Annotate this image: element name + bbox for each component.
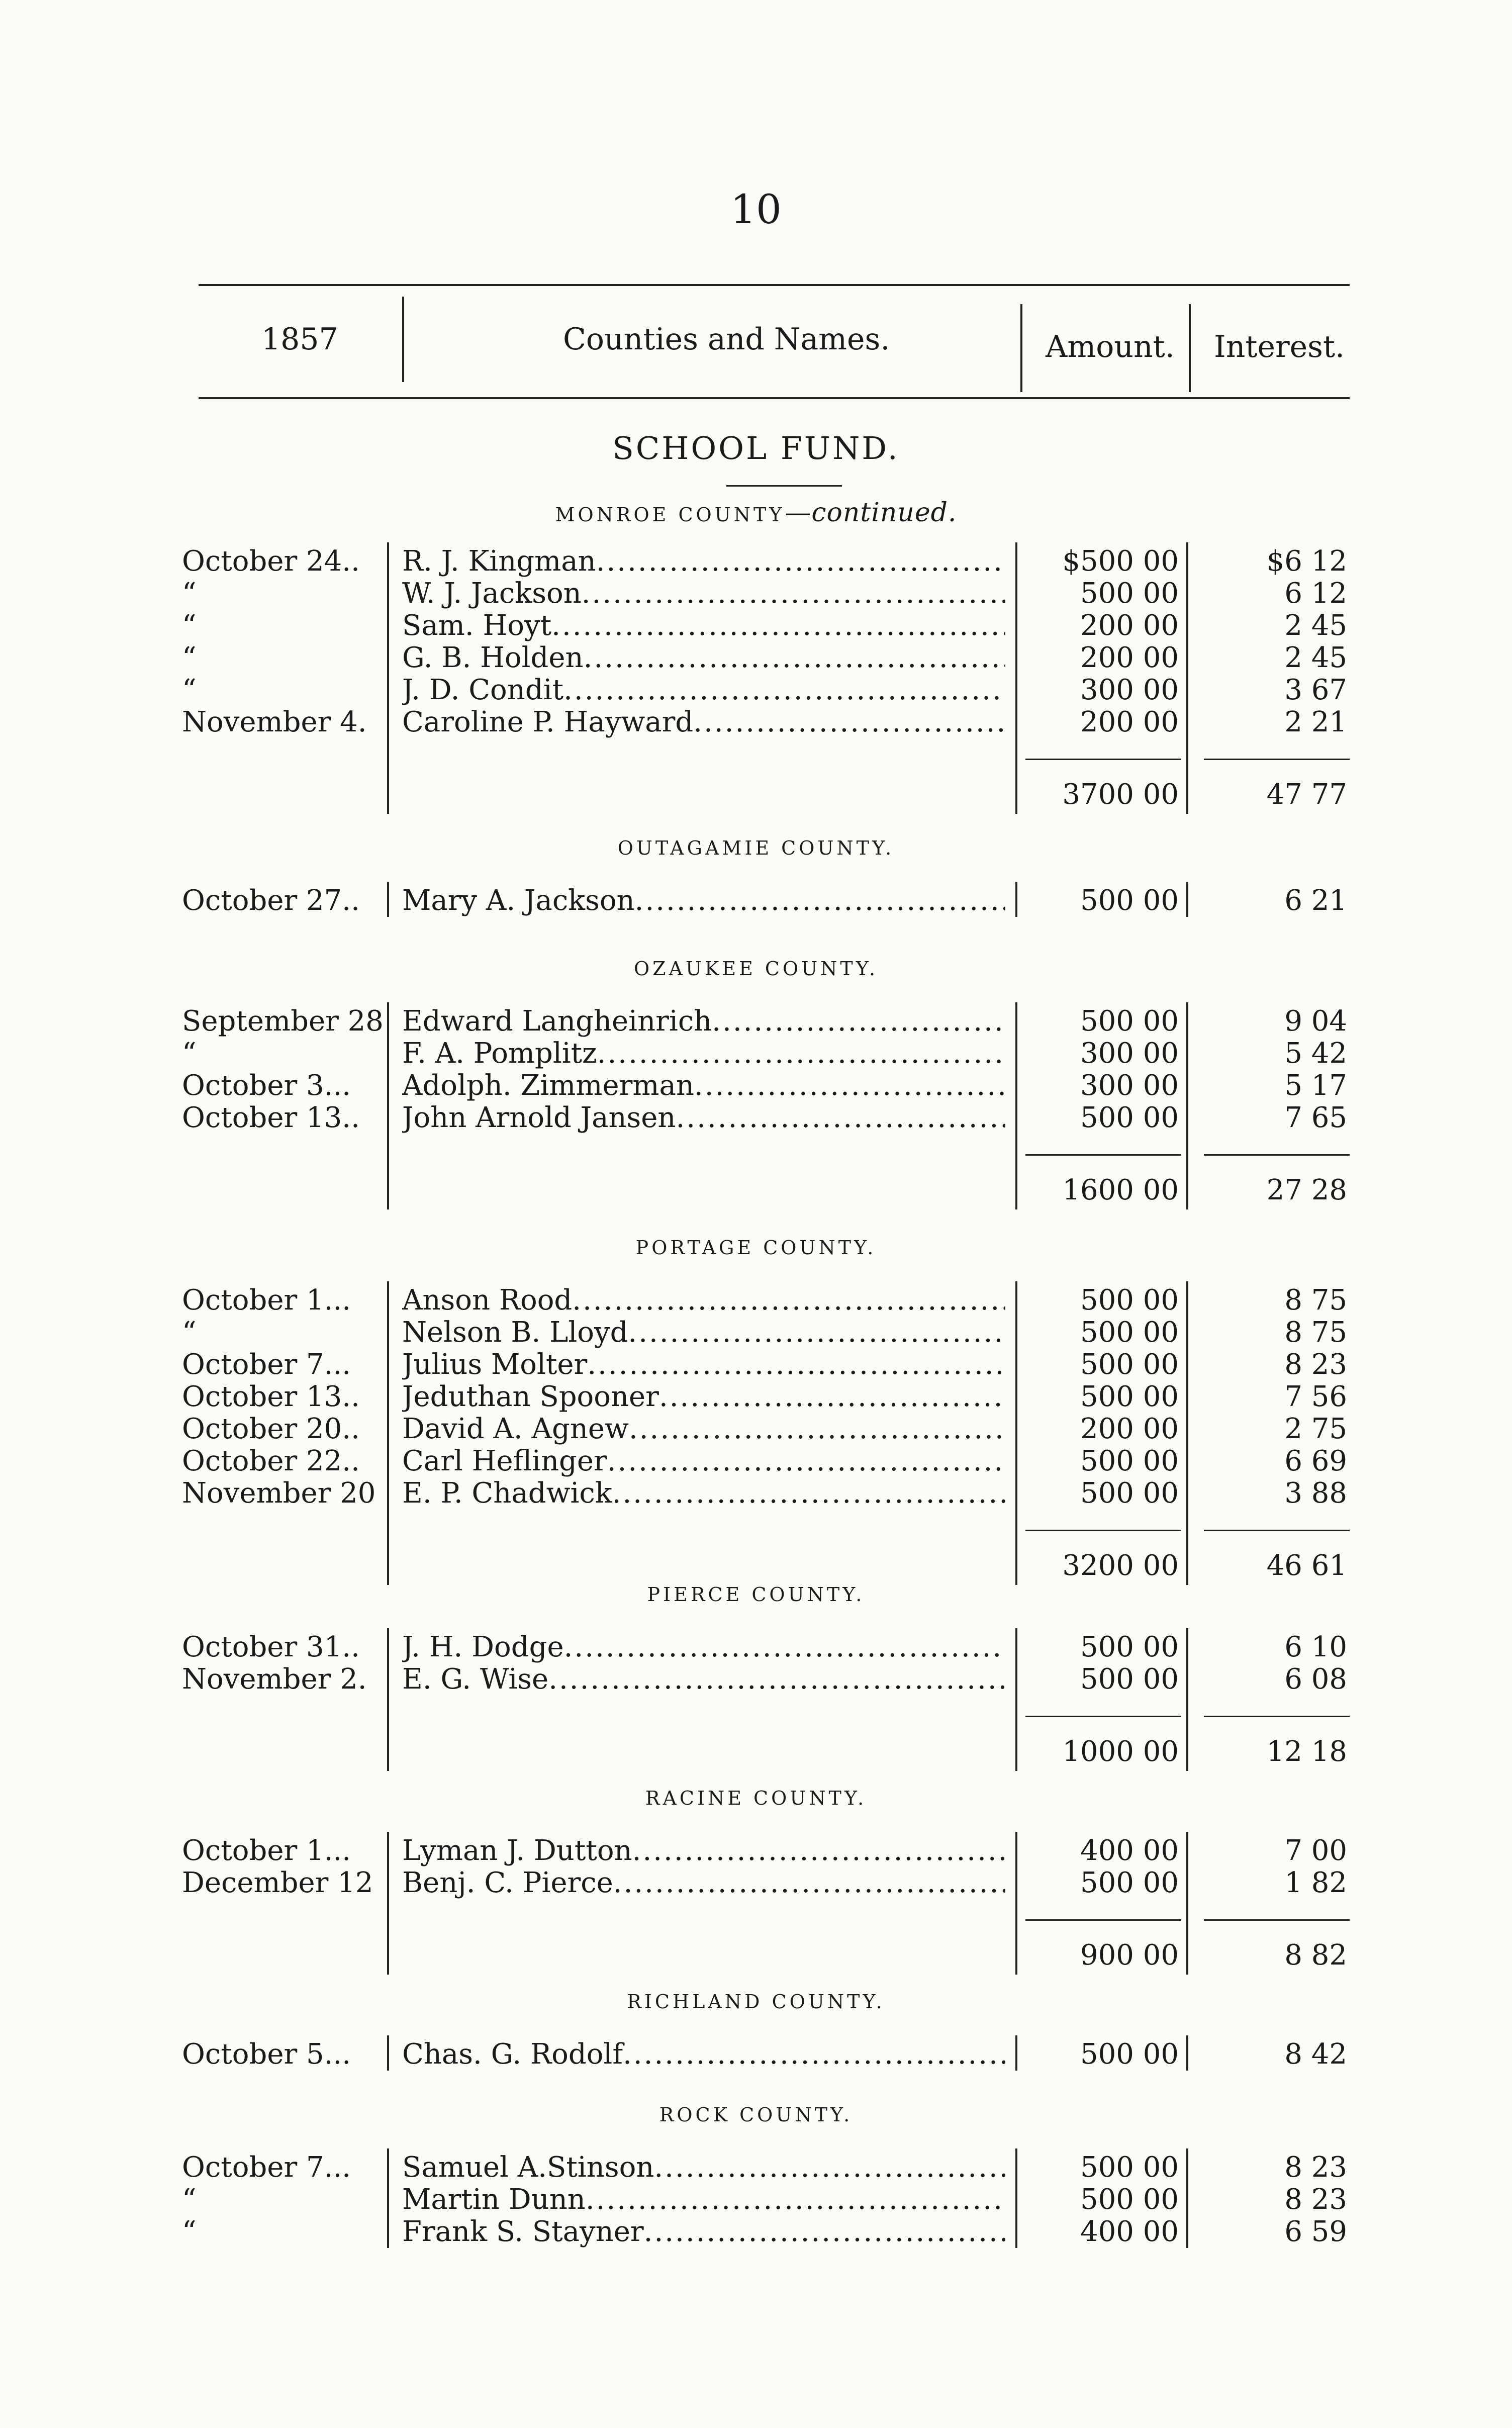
ledger-row bbox=[0, 885, 1512, 917]
total-row bbox=[0, 779, 1512, 811]
ledger-row bbox=[0, 1835, 1512, 1867]
entry-name: Julius Molter ..... bbox=[402, 1349, 1005, 1381]
entry-interest: 8 42 bbox=[1284, 2038, 1347, 2071]
entry-date: October 1... bbox=[182, 1834, 351, 1867]
date-divider bbox=[387, 2149, 389, 2248]
entry-name: J. D. Condit ..... bbox=[402, 674, 1005, 706]
entry-name: Benj. C. Pierce ..... bbox=[402, 1867, 1005, 1899]
ledger-row bbox=[0, 1102, 1512, 1134]
header-year: 1857 bbox=[261, 322, 338, 357]
ledger-row bbox=[0, 2216, 1512, 2248]
county-name: MONROE COUNTY bbox=[555, 504, 785, 526]
entry-name: Anson Rood ..... bbox=[402, 1284, 1005, 1317]
header-top-rule bbox=[199, 284, 1350, 286]
entry-name: Jeduthan Spooner ..... bbox=[402, 1381, 1005, 1413]
entry-amount: 500 00 bbox=[1080, 1380, 1179, 1413]
entry-date: October 7... bbox=[182, 2151, 351, 2184]
entry-date: October 27.. bbox=[182, 884, 360, 917]
entry-interest: 7 56 bbox=[1284, 1380, 1347, 1413]
entry-date: November 2. bbox=[182, 1663, 367, 1696]
county-name: RACINE COUNTY. bbox=[645, 1787, 867, 1809]
entry-amount: 500 00 bbox=[1080, 2038, 1179, 2071]
entry-name: E. G. Wise ..... bbox=[402, 1663, 1005, 1696]
total-row bbox=[0, 1939, 1512, 1972]
entry-amount: 300 00 bbox=[1080, 1069, 1179, 1102]
ledger-row bbox=[0, 2184, 1512, 2216]
entry-name: Frank S. Stayner ..... bbox=[402, 2216, 1005, 2248]
entry-amount: 400 00 bbox=[1080, 2215, 1179, 2248]
entry-date: December 12 bbox=[182, 1866, 373, 1899]
entry-name: F. A. Pomplitz ..... bbox=[402, 1038, 1005, 1070]
entry-amount: 500 00 bbox=[1080, 1477, 1179, 1510]
total-interest: 8 82 bbox=[1284, 1939, 1347, 1972]
total-rule bbox=[1025, 1716, 1181, 1717]
entry-amount: 500 00 bbox=[1080, 1445, 1179, 1477]
county-name: PIERCE COUNTY. bbox=[647, 1583, 865, 1606]
entry-amount: 500 00 bbox=[1080, 1005, 1179, 1038]
county-heading bbox=[0, 1583, 1512, 1606]
entry-amount: 500 00 bbox=[1080, 1316, 1179, 1349]
amount-divider bbox=[1015, 1002, 1017, 1209]
entry-interest: 6 10 bbox=[1284, 1631, 1347, 1663]
entry-date: October 22.. bbox=[182, 1445, 360, 1477]
entry-date: “ bbox=[182, 1037, 197, 1070]
entry-interest: 2 45 bbox=[1284, 641, 1347, 674]
entry-date: “ bbox=[182, 1316, 197, 1349]
entry-name: Adolph. Zimmerman ..... bbox=[402, 1070, 1005, 1102]
county-heading bbox=[0, 498, 1512, 528]
entry-date: “ bbox=[182, 609, 197, 642]
interest-divider bbox=[1186, 1281, 1188, 1585]
entry-amount: 200 00 bbox=[1080, 706, 1179, 738]
entry-amount: 500 00 bbox=[1080, 1631, 1179, 1663]
interest-divider bbox=[1186, 2149, 1188, 2248]
county-suffix: —continued. bbox=[785, 498, 957, 528]
entry-interest: 5 42 bbox=[1284, 1037, 1347, 1070]
ledger-row bbox=[0, 1317, 1512, 1349]
amount-divider bbox=[1015, 1832, 1017, 1975]
county-name: RICHLAND COUNTY. bbox=[627, 1991, 885, 2013]
entry-amount: 500 00 bbox=[1080, 1348, 1179, 1381]
total-rule bbox=[1025, 1530, 1181, 1531]
entry-name: Edward Langheinrich ..... bbox=[402, 1005, 1005, 1038]
entry-interest: 5 17 bbox=[1284, 1069, 1347, 1102]
entry-name: John Arnold Jansen ..... bbox=[402, 1102, 1005, 1134]
entry-name: R. J. Kingman ..... bbox=[402, 545, 1005, 578]
interest-divider bbox=[1186, 1628, 1188, 1771]
interest-divider bbox=[1186, 1832, 1188, 1975]
county-heading bbox=[0, 837, 1512, 859]
entry-name: Samuel A.Stinson ..... bbox=[402, 2152, 1005, 2184]
entry-name: G. B. Holden ..... bbox=[402, 642, 1005, 674]
entry-name: J. H. Dodge ..... bbox=[402, 1631, 1005, 1663]
entry-date: October 31.. bbox=[182, 1631, 360, 1663]
entry-name: Chas. G. Rodolf ..... bbox=[402, 2038, 1005, 2071]
ledger-row bbox=[0, 2038, 1512, 2071]
entry-interest: 6 21 bbox=[1284, 884, 1347, 917]
total-rule bbox=[1204, 1530, 1350, 1531]
total-row bbox=[0, 1550, 1512, 1582]
date-divider bbox=[387, 542, 389, 814]
ledger-row bbox=[0, 1284, 1512, 1317]
entry-date: October 13.. bbox=[182, 1380, 360, 1413]
date-divider bbox=[387, 1628, 389, 1771]
entry-date: October 5... bbox=[182, 2038, 351, 2071]
entry-interest: 8 23 bbox=[1284, 1348, 1347, 1381]
entry-amount: 500 00 bbox=[1080, 1663, 1179, 1696]
county-name: OZAUKEE COUNTY. bbox=[633, 958, 879, 980]
total-rule bbox=[1204, 1154, 1350, 1156]
entry-interest: 1 82 bbox=[1284, 1866, 1347, 1899]
entry-amount: 200 00 bbox=[1080, 641, 1179, 674]
entry-interest: 6 08 bbox=[1284, 1663, 1347, 1696]
entry-amount: 500 00 bbox=[1080, 884, 1179, 917]
entry-name: Lyman J. Dutton ..... bbox=[402, 1835, 1005, 1867]
total-rule bbox=[1025, 1919, 1181, 1921]
ledger-row bbox=[0, 2152, 1512, 2184]
entry-amount: $500 00 bbox=[1062, 545, 1179, 578]
total-amount: 3700 00 bbox=[1062, 778, 1179, 811]
ledger-row bbox=[0, 1477, 1512, 1510]
entry-date: September 28 bbox=[182, 1005, 384, 1038]
entry-date: October 13.. bbox=[182, 1101, 360, 1134]
date-divider bbox=[387, 882, 389, 917]
amount-divider bbox=[1015, 542, 1017, 814]
total-interest: 46 61 bbox=[1266, 1549, 1347, 1582]
amount-divider bbox=[1015, 1281, 1017, 1585]
entry-interest: 6 69 bbox=[1284, 1445, 1347, 1477]
entry-name: Caroline P. Hayward ..... bbox=[402, 706, 1005, 738]
entry-date: November 20 bbox=[182, 1477, 376, 1510]
date-divider bbox=[387, 1832, 389, 1975]
entry-interest: 6 59 bbox=[1284, 2215, 1347, 2248]
date-divider bbox=[387, 1002, 389, 1209]
entry-interest: 8 23 bbox=[1284, 2183, 1347, 2216]
ledger-row bbox=[0, 1663, 1512, 1696]
entry-interest: 3 67 bbox=[1284, 674, 1347, 706]
ledger-row bbox=[0, 1381, 1512, 1413]
entry-amount: 500 00 bbox=[1080, 1866, 1179, 1899]
entry-amount: 300 00 bbox=[1080, 674, 1179, 706]
page-number: 10 bbox=[730, 186, 782, 233]
ledger-row bbox=[0, 1413, 1512, 1445]
date-divider bbox=[387, 2035, 389, 2071]
ledger-row bbox=[0, 1631, 1512, 1663]
total-rule bbox=[1204, 1919, 1350, 1921]
entry-amount: 500 00 bbox=[1080, 1101, 1179, 1134]
total-interest: 47 77 bbox=[1266, 778, 1347, 811]
ledger-row bbox=[0, 610, 1512, 642]
entry-date: “ bbox=[182, 641, 197, 674]
interest-divider bbox=[1186, 1002, 1188, 1209]
entry-date: October 1... bbox=[182, 1284, 351, 1317]
county-heading bbox=[0, 1991, 1512, 2013]
interest-divider bbox=[1186, 2035, 1188, 2071]
total-row bbox=[0, 1174, 1512, 1206]
total-amount: 3200 00 bbox=[1062, 1549, 1179, 1582]
entry-amount: 200 00 bbox=[1080, 609, 1179, 642]
header-divider bbox=[1020, 304, 1022, 392]
header-bottom-rule bbox=[199, 397, 1350, 399]
ledger-row bbox=[0, 706, 1512, 738]
amount-divider bbox=[1015, 1628, 1017, 1771]
entry-date: October 20.. bbox=[182, 1413, 360, 1445]
entry-name: Nelson B. Lloyd ..... bbox=[402, 1317, 1005, 1349]
entry-interest: 2 75 bbox=[1284, 1413, 1347, 1445]
entry-date: “ bbox=[182, 577, 197, 610]
total-rule bbox=[1204, 1716, 1350, 1717]
interest-divider bbox=[1186, 542, 1188, 814]
entry-amount: 500 00 bbox=[1080, 577, 1179, 610]
total-rule bbox=[1025, 759, 1181, 760]
entry-amount: 200 00 bbox=[1080, 1413, 1179, 1445]
ledger-row bbox=[0, 674, 1512, 706]
entry-interest: 9 04 bbox=[1284, 1005, 1347, 1038]
entry-name: W. J. Jackson ..... bbox=[402, 578, 1005, 610]
date-divider bbox=[387, 1281, 389, 1585]
ledger-row bbox=[0, 578, 1512, 610]
total-interest: 12 18 bbox=[1266, 1735, 1347, 1768]
entry-interest: 7 00 bbox=[1284, 1834, 1347, 1867]
entry-date: “ bbox=[182, 2215, 197, 2248]
entry-date: October 3... bbox=[182, 1069, 351, 1102]
entry-interest: 8 75 bbox=[1284, 1316, 1347, 1349]
total-interest: 27 28 bbox=[1266, 1174, 1347, 1206]
entry-amount: 500 00 bbox=[1080, 2151, 1179, 2184]
total-rule bbox=[1025, 1154, 1181, 1156]
amount-divider bbox=[1015, 882, 1017, 917]
county-heading bbox=[0, 1787, 1512, 1809]
header-interest: Interest. bbox=[1214, 329, 1345, 364]
entry-date: “ bbox=[182, 2183, 197, 2216]
county-heading bbox=[0, 958, 1512, 980]
header-amount: Amount. bbox=[1046, 329, 1175, 364]
entry-amount: 400 00 bbox=[1080, 1834, 1179, 1867]
ledger-row bbox=[0, 545, 1512, 578]
total-amount: 900 00 bbox=[1080, 1939, 1179, 1972]
entry-amount: 300 00 bbox=[1080, 1037, 1179, 1070]
entry-interest: $6 12 bbox=[1266, 545, 1347, 578]
ledger-row bbox=[0, 1349, 1512, 1381]
entry-date: October 7... bbox=[182, 1348, 351, 1381]
ledger-row bbox=[0, 1070, 1512, 1102]
total-rule bbox=[1204, 759, 1350, 760]
entry-name: E. P. Chadwick ..... bbox=[402, 1477, 1005, 1510]
ledger-row bbox=[0, 1005, 1512, 1038]
entry-date: November 4. bbox=[182, 706, 367, 738]
county-name: PORTAGE COUNTY. bbox=[635, 1237, 877, 1259]
entry-name: Martin Dunn ..... bbox=[402, 2184, 1005, 2216]
section-title: SCHOOL FUND. bbox=[612, 430, 900, 466]
entry-amount: 500 00 bbox=[1080, 1284, 1179, 1317]
amount-divider bbox=[1015, 2149, 1017, 2248]
interest-divider bbox=[1186, 882, 1188, 917]
header-divider bbox=[402, 297, 404, 382]
amount-divider bbox=[1015, 2035, 1017, 2071]
header-divider bbox=[1189, 304, 1191, 392]
entry-interest: 2 21 bbox=[1284, 706, 1347, 738]
total-amount: 1000 00 bbox=[1062, 1735, 1179, 1768]
ledger-row bbox=[0, 1867, 1512, 1899]
entry-interest: 2 45 bbox=[1284, 609, 1347, 642]
entry-name: Sam. Hoyt ..... bbox=[402, 610, 1005, 642]
county-heading bbox=[0, 1237, 1512, 1259]
total-row bbox=[0, 1736, 1512, 1768]
title-underline bbox=[726, 485, 842, 487]
ledger-row bbox=[0, 1445, 1512, 1477]
header-names: Counties and Names. bbox=[563, 322, 890, 357]
entry-name: David A. Agnew ..... bbox=[402, 1413, 1005, 1445]
ledger-row bbox=[0, 1038, 1512, 1070]
entry-interest: 3 88 bbox=[1284, 1477, 1347, 1510]
entry-interest: 6 12 bbox=[1284, 577, 1347, 610]
entry-name: Mary A. Jackson ..... bbox=[402, 885, 1005, 917]
entry-interest: 7 65 bbox=[1284, 1101, 1347, 1134]
entry-amount: 500 00 bbox=[1080, 2183, 1179, 2216]
county-name: OUTAGAMIE COUNTY. bbox=[617, 837, 895, 859]
entry-date: October 24.. bbox=[182, 545, 360, 578]
entry-date: “ bbox=[182, 674, 197, 706]
ledger-row bbox=[0, 642, 1512, 674]
entry-interest: 8 23 bbox=[1284, 2151, 1347, 2184]
total-amount: 1600 00 bbox=[1062, 1174, 1179, 1206]
entry-name: Carl Heflinger ..... bbox=[402, 1445, 1005, 1477]
entry-interest: 8 75 bbox=[1284, 1284, 1347, 1317]
county-name: ROCK COUNTY. bbox=[659, 2104, 853, 2126]
county-heading bbox=[0, 2104, 1512, 2126]
